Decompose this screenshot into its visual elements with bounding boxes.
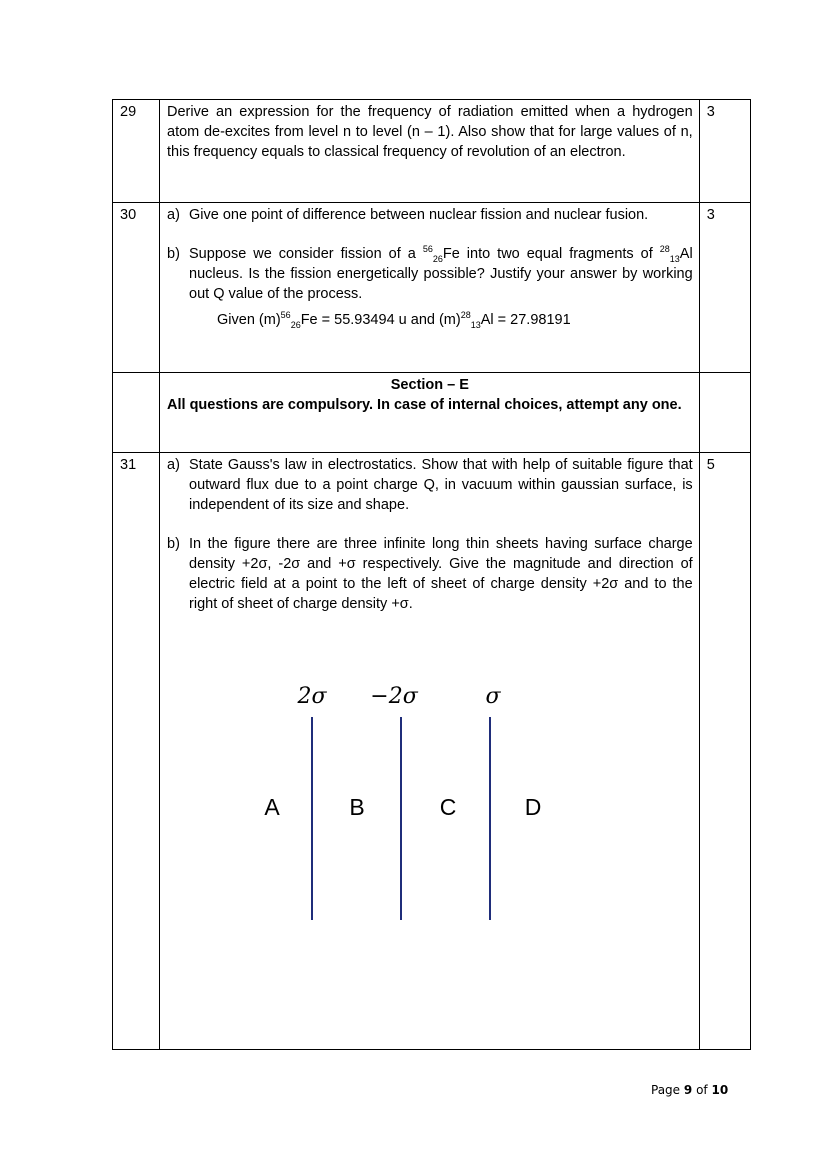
text-part: nucleus. Is the fission energetically possible? Justify your answer by working out Q value of the process. xyxy=(189,266,693,302)
element-symbol: Al xyxy=(679,246,693,262)
text-part: Given (m) xyxy=(217,312,281,328)
mass-number: 28 xyxy=(659,244,670,255)
of-word: of xyxy=(696,1083,708,1097)
subquestion-label: a) xyxy=(167,207,180,223)
atomic-number: 26 xyxy=(432,253,443,264)
question-text: Derive an expression for the frequency of radiation emitted when a hydrogen atom de-excites from level n to level (n – 1). Also show that for large values of n, this frequency equals to classical frequency of revolution of an electron. xyxy=(160,100,700,203)
question-body xyxy=(160,203,700,373)
question-marks: 5 xyxy=(699,453,750,1050)
subquestion-label: b) xyxy=(167,246,180,262)
sheet-label-3: σ xyxy=(485,684,501,709)
subquestion-label: a) xyxy=(167,457,180,473)
region-label-a: A xyxy=(264,794,280,820)
element-symbol: Al xyxy=(480,312,494,328)
subquestion-a xyxy=(167,205,693,225)
subquestion-text: In the figure there are three infinite long thin sheets having surface charge density +2σ, -2σ and +σ respectively. Give the magnitude and direction of electric field at a point to the left of sheet of charge density +2σ and to the right of sheet of charge density +σ. xyxy=(189,536,693,612)
question-marks: 3 xyxy=(699,100,750,203)
question-row-29 xyxy=(113,100,751,203)
figure-svg xyxy=(167,682,672,942)
empty-cell xyxy=(699,373,750,453)
mass-number: 56 xyxy=(280,310,291,321)
question-number: 31 xyxy=(113,453,160,1050)
page-word: Page xyxy=(651,1083,681,1097)
element-symbol: Fe xyxy=(300,312,318,328)
question-body xyxy=(160,453,700,1050)
mass-number: 28 xyxy=(460,310,471,321)
region-label-b: B xyxy=(349,794,365,820)
element-symbol: Fe xyxy=(442,246,460,262)
subquestion-text: State Gauss's law in electrostatics. Show that with help of suitable figure that outward flux due to a point charge Q, in vacuum within gaussian surface, is independent of its size and shape. xyxy=(189,457,693,513)
subquestion-label: b) xyxy=(167,536,180,552)
text-part: = 27.98191 xyxy=(493,312,571,328)
charged-sheets-figure xyxy=(167,682,672,942)
page-total: 10 xyxy=(711,1083,729,1097)
question-number: 29 xyxy=(113,100,160,203)
page-number: 9 xyxy=(683,1083,693,1097)
section-header xyxy=(160,373,700,453)
text-part: = 55.93494 u and (m) xyxy=(317,312,461,328)
region-label-d: D xyxy=(524,794,542,820)
subquestion-a xyxy=(167,455,693,515)
question-number: 30 xyxy=(113,203,160,373)
section-title: Section – E xyxy=(390,377,469,393)
text-part: into two equal fragments of xyxy=(459,246,660,262)
question-row-30 xyxy=(113,203,751,373)
subquestion-b xyxy=(167,534,693,614)
sheet-label-1: 2σ xyxy=(297,684,327,709)
question-table xyxy=(112,99,751,1050)
subquestion-text: Give one point of difference between nuclear fission and nuclear fusion. xyxy=(189,207,649,223)
atomic-number: 13 xyxy=(669,253,680,264)
empty-cell xyxy=(113,373,160,453)
atomic-number: 26 xyxy=(290,319,301,330)
subquestion-text xyxy=(189,244,693,304)
atomic-number: 13 xyxy=(470,319,481,330)
region-label-c: C xyxy=(439,794,457,820)
page-footer xyxy=(651,1083,728,1097)
mass-number: 56 xyxy=(422,244,433,255)
given-values xyxy=(167,310,693,330)
question-row-31 xyxy=(113,453,751,1050)
subquestion-b xyxy=(167,244,693,304)
section-row xyxy=(113,373,751,453)
sheet-label-2: −2σ xyxy=(370,684,418,709)
section-instruction: All questions are compulsory. In case of internal choices, attempt any one. xyxy=(167,397,682,413)
text-part: Suppose we consider fission of a xyxy=(189,246,423,262)
question-marks: 3 xyxy=(699,203,750,373)
